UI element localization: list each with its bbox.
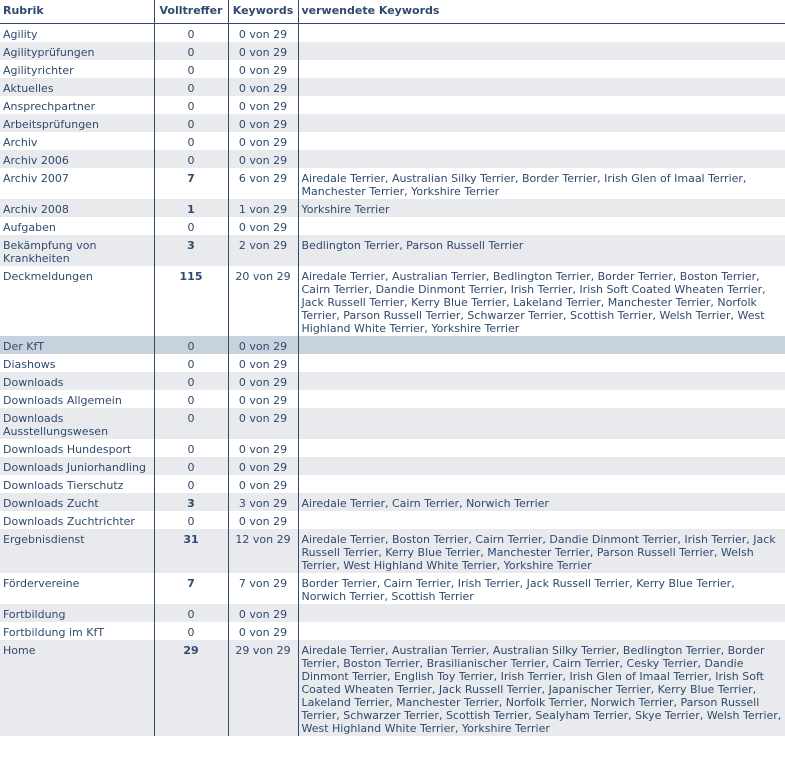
cell-rubrik[interactable]: Bekämpfung von Krankheiten: [0, 235, 154, 266]
cell-verwendete-keywords: [298, 217, 785, 235]
cell-volltreffer: 0: [154, 217, 228, 235]
cell-rubrik[interactable]: Diashows: [0, 354, 154, 372]
cell-keywords: 12 von 29: [228, 529, 298, 573]
cell-verwendete-keywords: Airedale Terrier, Boston Terrier, Cairn Terrier, Dandie Dinmont Terrier, Irish Terrier, Jack Russell Terrier, Kerry Blue Terrier, Manchester Terrier, Parson Russell Terrier, Welsh Terrier, West Highland White Terrier, Yorkshire Terrier: [298, 529, 785, 573]
table-row[interactable]: [0, 336, 785, 354]
cell-volltreffer: 0: [154, 132, 228, 150]
table-row[interactable]: [0, 408, 785, 439]
cell-verwendete-keywords: [298, 96, 785, 114]
cell-rubrik[interactable]: Downloads Zucht: [0, 493, 154, 511]
cell-verwendete-keywords: Border Terrier, Cairn Terrier, Irish Terrier, Jack Russell Terrier, Kerry Blue Terrier, Norwich Terrier, Scottish Terrier: [298, 573, 785, 604]
cell-verwendete-keywords: [298, 408, 785, 439]
cell-rubrik[interactable]: Aufgaben: [0, 217, 154, 235]
table-row[interactable]: [0, 475, 785, 493]
cell-keywords: 0 von 29: [228, 408, 298, 439]
cell-verwendete-keywords: [298, 132, 785, 150]
cell-volltreffer: 1: [154, 199, 228, 217]
cell-volltreffer: 3: [154, 235, 228, 266]
table-row[interactable]: [0, 493, 785, 511]
cell-verwendete-keywords: [298, 622, 785, 640]
cell-volltreffer: 0: [154, 96, 228, 114]
cell-rubrik[interactable]: Home: [0, 640, 154, 736]
table-row[interactable]: [0, 266, 785, 336]
header-rubrik[interactable]: Rubrik: [0, 0, 154, 24]
table-row[interactable]: [0, 114, 785, 132]
cell-rubrik[interactable]: Archiv 2007: [0, 168, 154, 199]
table-header-row: [0, 0, 785, 24]
cell-keywords: 0 von 29: [228, 217, 298, 235]
cell-rubrik[interactable]: Downloads Juniorhandling: [0, 457, 154, 475]
cell-rubrik[interactable]: Downloads Tierschutz: [0, 475, 154, 493]
cell-volltreffer: 0: [154, 336, 228, 354]
cell-rubrik[interactable]: Fortbildung im KfT: [0, 622, 154, 640]
cell-volltreffer: 0: [154, 457, 228, 475]
cell-keywords: 0 von 29: [228, 604, 298, 622]
cell-keywords: 0 von 29: [228, 457, 298, 475]
cell-keywords: 0 von 29: [228, 336, 298, 354]
cell-rubrik[interactable]: Aktuelles: [0, 78, 154, 96]
cell-volltreffer: 0: [154, 408, 228, 439]
cell-rubrik[interactable]: Agilityrichter: [0, 60, 154, 78]
cell-verwendete-keywords: Yorkshire Terrier: [298, 199, 785, 217]
header-volltreffer[interactable]: Volltreffer: [154, 0, 228, 24]
cell-volltreffer: 7: [154, 573, 228, 604]
cell-rubrik[interactable]: Ergebnisdienst: [0, 529, 154, 573]
cell-volltreffer: 0: [154, 60, 228, 78]
table-row[interactable]: [0, 78, 785, 96]
cell-verwendete-keywords: [298, 457, 785, 475]
cell-volltreffer: 0: [154, 511, 228, 529]
table-body: [0, 24, 785, 737]
cell-rubrik[interactable]: Fördervereine: [0, 573, 154, 604]
cell-keywords: 1 von 29: [228, 199, 298, 217]
cell-keywords: 0 von 29: [228, 114, 298, 132]
cell-rubrik[interactable]: Deckmeldungen: [0, 266, 154, 336]
table-row[interactable]: [0, 96, 785, 114]
cell-verwendete-keywords: [298, 372, 785, 390]
cell-rubrik[interactable]: Downloads Ausstellungswesen: [0, 408, 154, 439]
table-row[interactable]: [0, 354, 785, 372]
table-row[interactable]: [0, 168, 785, 199]
cell-verwendete-keywords: [298, 604, 785, 622]
cell-verwendete-keywords: [298, 511, 785, 529]
cell-keywords: 0 von 29: [228, 511, 298, 529]
cell-verwendete-keywords: Airedale Terrier, Australian Terrier, Australian Silky Terrier, Bedlington Terrier, Border Terrier, Boston Terrier, Brasilianischer Terrier, Cairn Terrier, Cesky Terrier, Dandie Dinmont Terrier, English Toy Terrier, Irish Terrier, Irish Glen of Imaal Terrier, Irish Soft Coated Wheaten Terrier, Jack Russell Terrier, Japanischer Terrier, Kerry Blue Terrier, Lakeland Terrier, Manchester Terrier, Norfolk Terrier, Norwich Terrier, Parson Russell Terrier, Schwarzer Terrier, Scottish Terrier, Sealyham Terrier, Skye Terrier, Welsh Terrier, West Highland White Terrier, Yorkshire Terrier: [298, 640, 785, 736]
cell-verwendete-keywords: [298, 60, 785, 78]
cell-rubrik[interactable]: Agilityprüfungen: [0, 42, 154, 60]
cell-keywords: 0 von 29: [228, 78, 298, 96]
table-row[interactable]: [0, 150, 785, 168]
table-row[interactable]: [0, 235, 785, 266]
cell-volltreffer: 0: [154, 372, 228, 390]
cell-keywords: 0 von 29: [228, 96, 298, 114]
cell-verwendete-keywords: Bedlington Terrier, Parson Russell Terrier: [298, 235, 785, 266]
cell-verwendete-keywords: Airedale Terrier, Australian Silky Terrier, Border Terrier, Irish Glen of Imaal Terrier, Manchester Terrier, Yorkshire Terrier: [298, 168, 785, 199]
cell-rubrik[interactable]: Ansprechpartner: [0, 96, 154, 114]
table-row[interactable]: [0, 457, 785, 475]
cell-volltreffer: 0: [154, 42, 228, 60]
cell-keywords: 0 von 29: [228, 24, 298, 43]
cell-keywords: 0 von 29: [228, 42, 298, 60]
cell-verwendete-keywords: [298, 78, 785, 96]
cell-verwendete-keywords: [298, 336, 785, 354]
table-row[interactable]: [0, 622, 785, 640]
cell-volltreffer: 0: [154, 78, 228, 96]
table-row[interactable]: [0, 573, 785, 604]
table-row[interactable]: [0, 42, 785, 60]
table-row[interactable]: [0, 217, 785, 235]
cell-keywords: 2 von 29: [228, 235, 298, 266]
cell-rubrik[interactable]: Agility: [0, 24, 154, 43]
cell-volltreffer: 0: [154, 354, 228, 372]
cell-keywords: 0 von 29: [228, 622, 298, 640]
cell-keywords: 0 von 29: [228, 60, 298, 78]
cell-rubrik[interactable]: Der KfT: [0, 336, 154, 354]
cell-keywords: 0 von 29: [228, 439, 298, 457]
table-row[interactable]: [0, 372, 785, 390]
cell-volltreffer: 0: [154, 622, 228, 640]
cell-verwendete-keywords: [298, 150, 785, 168]
cell-rubrik[interactable]: Archiv: [0, 132, 154, 150]
table-row[interactable]: [0, 132, 785, 150]
cell-rubrik[interactable]: Arbeitsprüfungen: [0, 114, 154, 132]
cell-rubrik[interactable]: Archiv 2008: [0, 199, 154, 217]
cell-keywords: 0 von 29: [228, 354, 298, 372]
cell-keywords: 0 von 29: [228, 390, 298, 408]
cell-volltreffer: 3: [154, 493, 228, 511]
header-verwendete-keywords[interactable]: verwendete Keywords: [298, 0, 785, 24]
cell-keywords: 7 von 29: [228, 573, 298, 604]
table-row[interactable]: [0, 640, 785, 736]
cell-rubrik[interactable]: Downloads: [0, 372, 154, 390]
cell-verwendete-keywords: Airedale Terrier, Cairn Terrier, Norwich Terrier: [298, 493, 785, 511]
cell-keywords: 20 von 29: [228, 266, 298, 336]
table-row[interactable]: [0, 24, 785, 43]
table-row[interactable]: [0, 604, 785, 622]
table-row[interactable]: [0, 439, 785, 457]
cell-volltreffer: 0: [154, 150, 228, 168]
cell-volltreffer: 115: [154, 266, 228, 336]
cell-verwendete-keywords: [298, 439, 785, 457]
header-keywords[interactable]: Keywords: [228, 0, 298, 24]
cell-volltreffer: 31: [154, 529, 228, 573]
cell-volltreffer: 0: [154, 475, 228, 493]
cell-verwendete-keywords: Airedale Terrier, Australian Terrier, Bedlington Terrier, Border Terrier, Boston Terrier, Cairn Terrier, Dandie Dinmont Terrier, Irish Terrier, Irish Soft Coated Wheaten Terrier, Jack Russell Terrier, Kerry Blue Terrier, Lakeland Terrier, Manchester Terrier, Norfolk Terrier, Parson Russell Terrier, Schwarzer Terrier, Scottish Terrier, Welsh Terrier, West Highland White Terrier, Yorkshire Terrier: [298, 266, 785, 336]
table-row[interactable]: [0, 511, 785, 529]
cell-verwendete-keywords: [298, 475, 785, 493]
cell-volltreffer: 0: [154, 604, 228, 622]
cell-volltreffer: 29: [154, 640, 228, 736]
cell-keywords: 0 von 29: [228, 475, 298, 493]
cell-rubrik[interactable]: Archiv 2006: [0, 150, 154, 168]
cell-volltreffer: 0: [154, 390, 228, 408]
cell-volltreffer: 7: [154, 168, 228, 199]
cell-keywords: 3 von 29: [228, 493, 298, 511]
cell-rubrik[interactable]: Downloads Zuchtrichter: [0, 511, 154, 529]
cell-verwendete-keywords: [298, 42, 785, 60]
cell-keywords: 29 von 29: [228, 640, 298, 736]
cell-verwendete-keywords: [298, 24, 785, 43]
table-row[interactable]: [0, 199, 785, 217]
cell-verwendete-keywords: [298, 390, 785, 408]
cell-rubrik[interactable]: Fortbildung: [0, 604, 154, 622]
cell-keywords: 6 von 29: [228, 168, 298, 199]
cell-verwendete-keywords: [298, 114, 785, 132]
table-row[interactable]: [0, 390, 785, 408]
cell-volltreffer: 0: [154, 24, 228, 43]
table-row[interactable]: [0, 529, 785, 573]
cell-verwendete-keywords: [298, 354, 785, 372]
cell-keywords: 0 von 29: [228, 150, 298, 168]
cell-keywords: 0 von 29: [228, 372, 298, 390]
cell-volltreffer: 0: [154, 439, 228, 457]
table-row[interactable]: [0, 60, 785, 78]
cell-rubrik[interactable]: Downloads Hundesport: [0, 439, 154, 457]
cell-volltreffer: 0: [154, 114, 228, 132]
cell-rubrik[interactable]: Downloads Allgemein: [0, 390, 154, 408]
cell-keywords: 0 von 29: [228, 132, 298, 150]
